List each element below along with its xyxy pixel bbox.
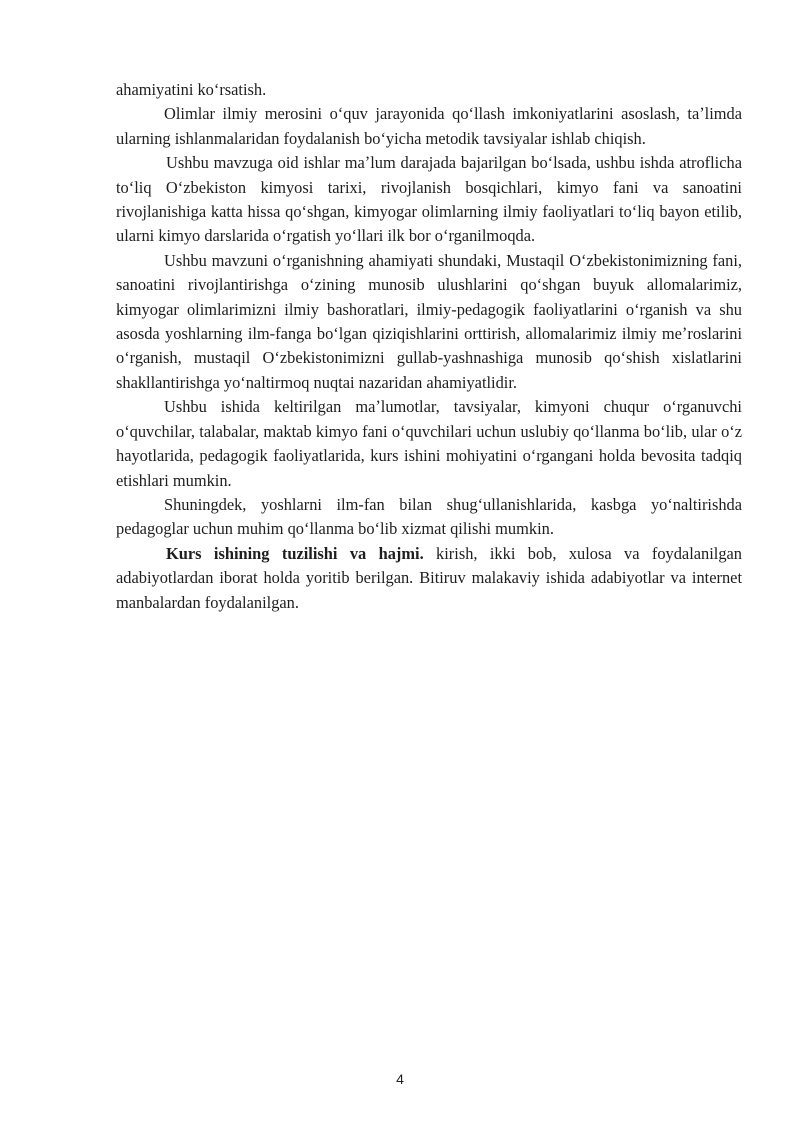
paragraph-additional: Shuningdek, yoshlarni ilm-fan bilan shugʻullanishlarida, kasbga yoʻnaltirishda pedagoglar uchun muhim qoʻllanma boʻlib xizmat qilishi mumkin. — [116, 494, 742, 539]
page-number: 4 — [396, 1071, 404, 1087]
body-text — [116, 78, 742, 615]
paragraph-goal: Olimlar ilmiy merosini oʻquv jarayonida qoʻllash imkoniyatlarini asoslash, taʼlimda ularning ishlanmalaridan foydalanish boʻyicha metodik tavsiyalar ishlab chiqish. — [116, 104, 742, 148]
structure-text: kirish, ikki bob, xulosa va foydalanilgan adabiyotlardan iborat holda yoritib berilgan. Bitiruv malakaviy ishida adabiyotlar va internet manbalardan foydalanilgan. — [116, 543, 742, 612]
structure-heading: Kurs ishining tuzilishi va hajmi. — [166, 543, 424, 563]
paragraph-novelty: Ushbu mavzuga oid ishlar maʼlum darajada bajarilgan boʻlsada, ushbu ishda atroflicha toʻliq Oʻzbekiston kimyosi tarixi, rivojlanish bosqichlari, kimyo fani va sanoatini rivojlanishiga katta hissa qoʻshgan, kimyogar olimlarning ilmiy faoliyatlari toʻliq bayon etilib, ularni kimyo darslarida oʻrgatish yoʻllari ilk bor oʻrganilmoqda. — [116, 153, 742, 246]
paragraph-significance: Ushbu mavzuni oʻrganishning ahamiyati shundaki, Mustaqil Oʻzbekistonimizning fani, sanoatini rivojlantirishga oʻzining munosib ulushlarini qoʻshgan buyuk allomalarimiz, kimyogar olimlarimizni ilmiy bashoratlari, ilmiy-pedagogik faoliyatlarini oʻrganish va shu asosda yoshlarning ilm-fanga boʻlgan qiziqishlarini orttirish, allomalarimiz ilmiy meʼroslarini oʻrganish, mustaqil Oʻzbekistonimizni gullab-yashnashiga munosib qoʻshish xislatlarini shakllantirishga yoʻnaltirmoq nuqtai nazaridan ahamiyatlidir. — [116, 250, 742, 392]
paragraph-continuation: ahamiyatini koʻrsatish. — [116, 80, 267, 99]
paragraph-structure — [116, 542, 742, 615]
paragraph-practical-value: Ushbu ishida keltirilgan maʼlumotlar, tavsiyalar, kimyoni chuqur oʻrganuvchi oʻquvchilar, talabalar, maktab kimyo fani oʻquvchilari uchun uslubiy qoʻllanma boʻlib, ular oʻz hayotlarida, pedagogik faoliyatlarida, kurs ishini mohiyatini oʻrgangani holda bevosita tadqiq etishlari mumkin. — [116, 397, 742, 490]
